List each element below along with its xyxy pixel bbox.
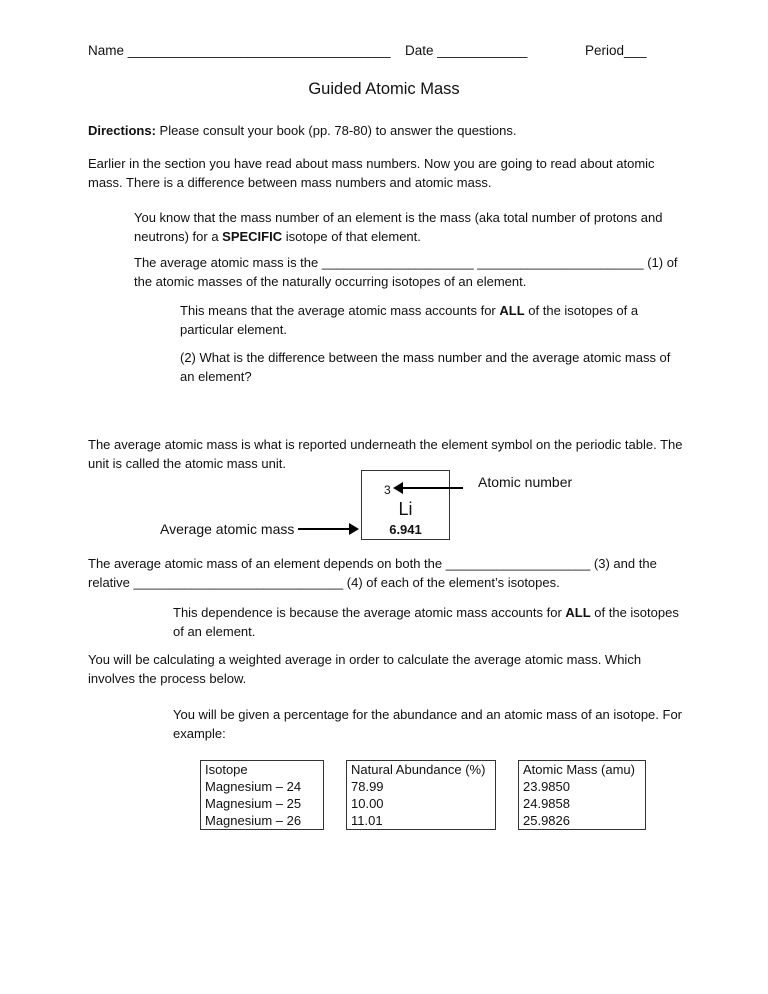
directions (88, 121, 688, 140)
abundance-column (347, 761, 496, 830)
means-bold: ALL (499, 303, 525, 318)
mass-number-bold: SPECIFIC (222, 229, 283, 244)
atomic-number-arrow-line (403, 487, 463, 489)
atomic-mass-value: 6.941 (389, 522, 422, 537)
dependence-bold: ALL (565, 605, 591, 620)
table-cell: 11.01 (351, 813, 383, 828)
table-header: Atomic Mass (amu) (523, 762, 635, 777)
table-header: Isotope (205, 762, 248, 777)
page-title: Guided Atomic Mass (308, 80, 460, 98)
dependence-post: of the isotopes of an element. (173, 605, 679, 639)
average-mass-arrow-line (298, 528, 350, 530)
table-cell: 25.9826 (523, 813, 570, 828)
isotope-column (201, 761, 324, 830)
mass-number-post: isotope of that element. (282, 229, 421, 244)
average-mass-label: Average atomic mass (160, 521, 295, 537)
means-post: of the isotopes of a particular element. (180, 303, 639, 337)
weighted-paragraph: You will be calculating a weighted average in order to calculate the average atomic mass. Which involves the process below. (88, 652, 642, 686)
mass-column (519, 761, 646, 830)
depends-paragraph: The average atomic mass of an element depends on both the ____________________ (3) and the relative _____________________________ (4) of each of the element’s isotopes. (88, 556, 657, 590)
table-cell: Magnesium – 25 (205, 796, 302, 811)
means-pre: This means that the average atomic mass accounts for (180, 303, 500, 318)
atomic-number: 3 (384, 483, 391, 497)
column-gap (496, 761, 519, 830)
intro-paragraph: Earlier in the section you have read about mass numbers. Now you are going to read about atomic mass. There is a difference between mass numbers and atomic mass. (88, 156, 655, 190)
atomic-number-label: Atomic number (478, 474, 573, 490)
table-cell: 78.99 (351, 779, 384, 794)
isotope-table (200, 760, 646, 830)
dependence-pre: This dependence is because the average atomic mass accounts for (173, 605, 566, 620)
average-mass-arrowhead (349, 523, 359, 535)
table-row (201, 761, 646, 830)
question-2: (2) What is the difference between the mass number and the average atomic mass of an element? (180, 350, 671, 384)
mass-number-pre: You know that the mass number of an element is the mass (aka total number of protons and neutrons) for a (134, 210, 663, 244)
atomic-number-arrowhead (393, 482, 403, 494)
column-gap (324, 761, 347, 830)
given-paragraph: You will be given a percentage for the abundance and an atomic mass of an isotope. For example: (173, 707, 683, 741)
periodic-paragraph: The average atomic mass is what is reported underneath the element symbol on the periodic table. The unit is called the atomic mass unit. (88, 437, 683, 471)
name-field: Name ___________________________________ (88, 43, 391, 58)
table-cell: Magnesium – 24 (205, 779, 302, 794)
period-field: Period___ (585, 43, 647, 58)
table-cell: 24.9858 (523, 796, 570, 811)
table-header: Natural Abundance (%) (351, 762, 486, 777)
date-field: Date ____________ (405, 43, 528, 58)
table-cell: Magnesium – 26 (205, 813, 302, 828)
table-cell: 23.9850 (523, 779, 570, 794)
element-box (361, 470, 450, 540)
directions-text: Please consult your book (pp. 78-80) to answer the questions. (155, 123, 517, 138)
element-symbol: Li (398, 499, 413, 519)
means-paragraph (180, 301, 685, 339)
table-cell: 10.00 (351, 796, 384, 811)
dependence-paragraph (173, 603, 683, 641)
directions-label: Directions: (88, 123, 156, 138)
average-definition: The average atomic mass is the _____________________ _______________________ (1) of the atomic masses of the naturally occurring isotopes of an element. (134, 255, 678, 289)
mass-number-paragraph (134, 208, 680, 246)
